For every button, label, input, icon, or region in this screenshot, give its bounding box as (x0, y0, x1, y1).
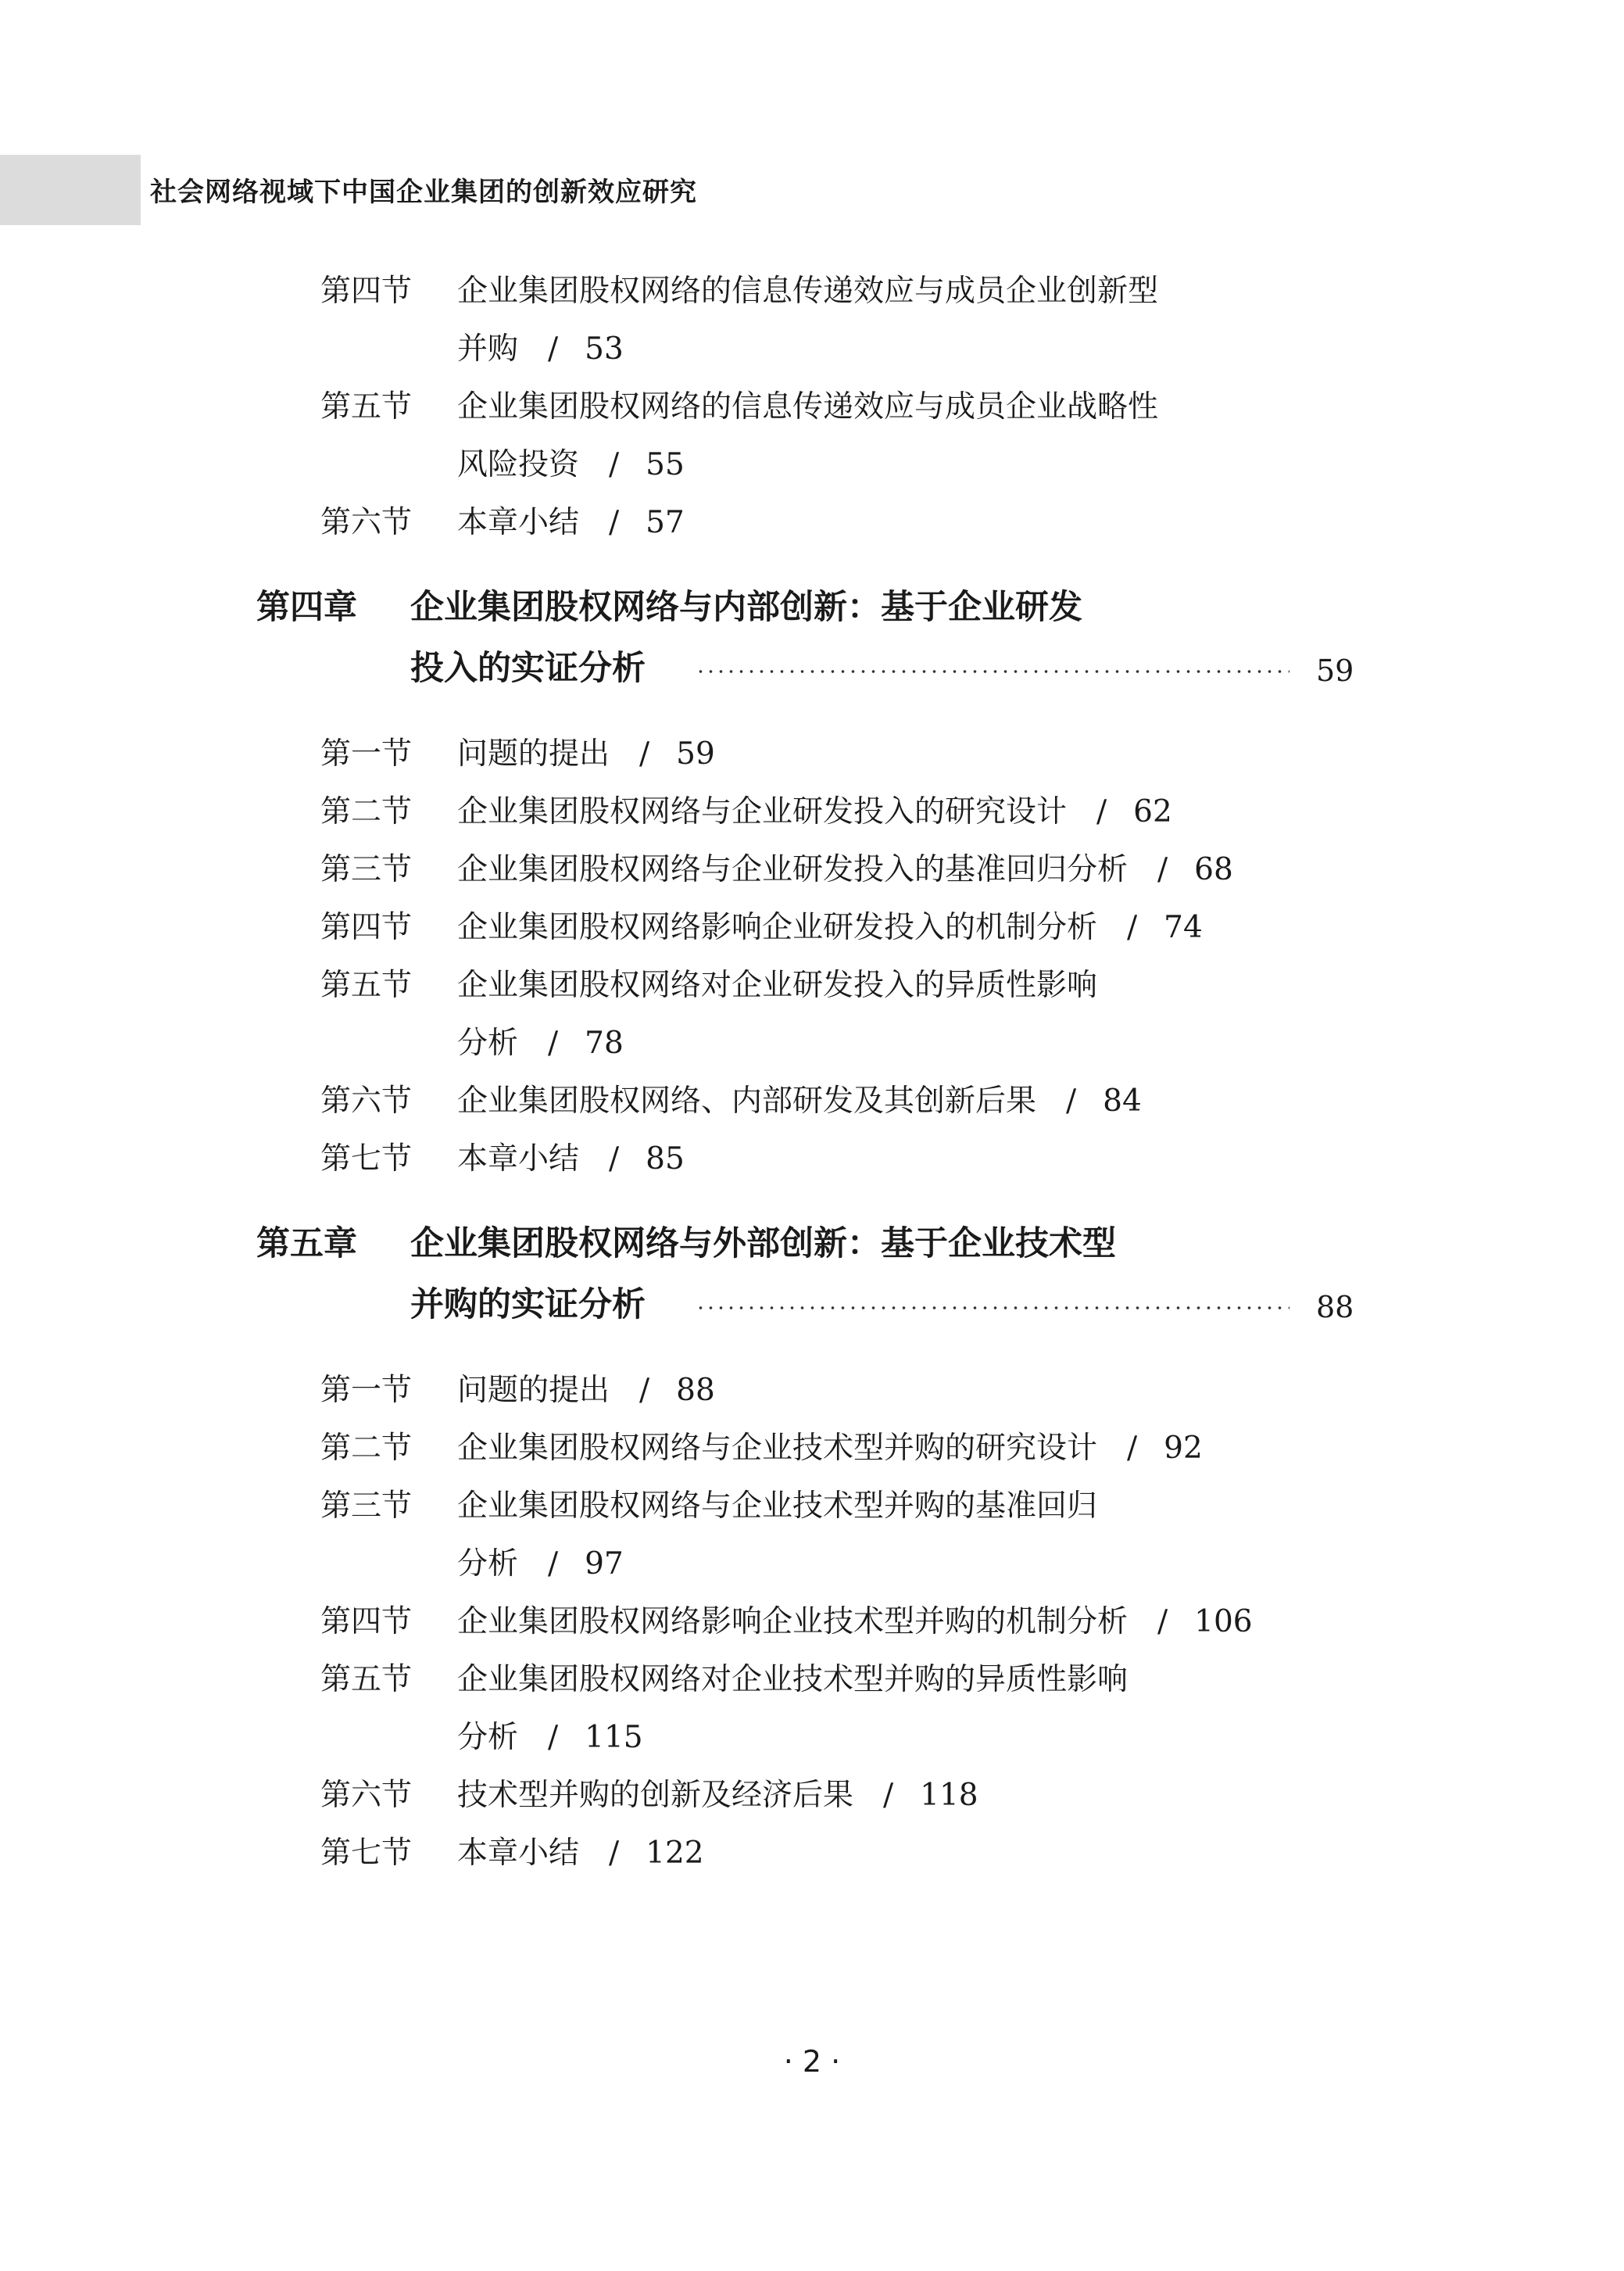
page-separator: / (1127, 910, 1138, 945)
header-band (0, 155, 141, 225)
toc-entry[interactable] (320, 1651, 1128, 1767)
section-title: 企业集团股权网络与企业研发投入的研究设计 (457, 794, 1068, 829)
page-number: 84 (1103, 1084, 1142, 1119)
chapter-page-number: 59 (1316, 654, 1354, 688)
page-separator: / (883, 1778, 894, 1813)
section-title: 企业集团股权网络与企业技术型并购的研究设计 (457, 1431, 1098, 1466)
page-separator: / (1157, 1604, 1168, 1639)
page-separator: / (609, 505, 620, 540)
page-separator: / (548, 1720, 559, 1755)
toc-entry[interactable] (320, 725, 715, 783)
section-label: 第四节 (320, 274, 413, 309)
page-separator: / (548, 1546, 559, 1581)
section-label: 第三节 (320, 1488, 413, 1524)
page-number: 74 (1164, 910, 1203, 945)
page-number: 59 (676, 736, 715, 772)
chapter-heading[interactable] (256, 1213, 1116, 1274)
section-label: 第六节 (320, 1084, 413, 1119)
toc-entry[interactable] (320, 378, 1158, 494)
page-number: 122 (646, 1836, 704, 1871)
toc-entry[interactable] (320, 1130, 685, 1188)
page-number: 53 (585, 331, 624, 367)
toc-entry[interactable] (320, 1478, 1097, 1593)
page-separator: / (609, 1836, 620, 1871)
page-folio: · 2 · (783, 2044, 841, 2079)
page-number: 92 (1164, 1431, 1203, 1466)
chapter-title: 企业集团股权网络与内部创新：基于企业研发 (410, 588, 1082, 627)
page-separator: / (1096, 794, 1107, 829)
section-label: 第六节 (320, 505, 413, 540)
section-title-cont: 分析 (457, 1720, 519, 1755)
running-head: 社会网络视域下中国企业集团的创新效应研究 (150, 177, 697, 208)
dot-leader (696, 669, 1290, 674)
section-title: 技术型并购的创新及经济后果 (457, 1778, 854, 1813)
section-label: 第一节 (320, 736, 413, 772)
section-title-cont: 并购 (457, 331, 519, 367)
page-separator: / (639, 1373, 650, 1408)
page-number: 55 (646, 447, 685, 482)
chapter-page-number: 88 (1316, 1290, 1354, 1324)
section-title: 企业集团股权网络影响企业研发投入的机制分析 (457, 910, 1098, 945)
section-title-cont: 风险投资 (457, 447, 580, 482)
toc-entry[interactable] (320, 1073, 1142, 1130)
toc-entry[interactable] (320, 1767, 978, 1825)
page-separator: / (1066, 1084, 1077, 1119)
page-separator: / (1157, 852, 1168, 887)
section-title-cont: 分析 (457, 1546, 519, 1581)
toc-entry[interactable] (320, 899, 1203, 957)
page-separator: / (639, 736, 650, 772)
toc-entry[interactable] (320, 494, 685, 552)
section-title: 企业集团股权网络影响企业技术型并购的机制分析 (457, 1604, 1129, 1639)
toc-entry[interactable] (320, 1362, 715, 1420)
toc-entry[interactable] (320, 783, 1172, 841)
section-title: 问题的提出 (457, 736, 610, 772)
toc-entry[interactable] (320, 263, 1158, 378)
chapter-title: 企业集团股权网络与外部创新：基于企业技术型 (410, 1224, 1116, 1263)
page-number: 57 (646, 505, 685, 540)
page-separator: / (609, 447, 620, 482)
section-label: 第五节 (320, 1662, 413, 1697)
section-title-cont: 分析 (457, 1026, 519, 1061)
toc-entry[interactable] (320, 1420, 1203, 1478)
page-number: 85 (646, 1141, 685, 1177)
chapter-label: 第四章 (256, 588, 357, 627)
section-label: 第三节 (320, 852, 413, 887)
page-number: 78 (585, 1026, 624, 1061)
section-title: 本章小结 (457, 1836, 580, 1871)
page-number: 68 (1194, 852, 1233, 887)
page-number: 115 (585, 1720, 643, 1755)
section-label: 第七节 (320, 1141, 413, 1177)
section-title: 企业集团股权网络对企业技术型并购的异质性影响 (457, 1662, 1129, 1697)
toc-entry[interactable] (320, 957, 1097, 1073)
section-title: 问题的提出 (457, 1373, 610, 1408)
section-title: 企业集团股权网络、内部研发及其创新后果 (457, 1084, 1037, 1119)
chapter-title-cont: 投入的实证分析 (410, 649, 646, 688)
chapter-heading[interactable] (256, 577, 1082, 638)
section-title: 企业集团股权网络与企业技术型并购的基准回归 (457, 1488, 1098, 1524)
section-label: 第六节 (320, 1778, 413, 1813)
section-label: 第五节 (320, 389, 413, 424)
page-separator: / (548, 331, 559, 367)
page-number: 118 (920, 1778, 978, 1813)
page-number: 106 (1194, 1604, 1253, 1639)
dot-leader (696, 1306, 1290, 1310)
page-number: 88 (676, 1373, 715, 1408)
page-separator: / (548, 1026, 559, 1061)
section-label: 第四节 (320, 1604, 413, 1639)
page-separator: / (609, 1141, 620, 1177)
section-label: 第二节 (320, 794, 413, 829)
section-title: 本章小结 (457, 1141, 580, 1177)
section-label: 第五节 (320, 968, 413, 1003)
toc-entry[interactable] (320, 1593, 1253, 1651)
section-title: 企业集团股权网络的信息传递效应与成员企业战略性 (457, 389, 1159, 424)
section-title: 企业集团股权网络对企业研发投入的异质性影响 (457, 968, 1098, 1003)
section-label: 第二节 (320, 1431, 413, 1466)
page-number: 97 (585, 1546, 624, 1581)
section-title: 本章小结 (457, 505, 580, 540)
chapter-title-cont: 并购的实证分析 (410, 1285, 646, 1324)
section-label: 第七节 (320, 1836, 413, 1871)
page-number: 62 (1133, 794, 1172, 829)
page-separator: / (1127, 1431, 1138, 1466)
section-label: 第四节 (320, 910, 413, 945)
toc-entry[interactable] (320, 1825, 704, 1882)
section-title: 企业集团股权网络的信息传递效应与成员企业创新型 (457, 274, 1159, 309)
toc-entry[interactable] (320, 841, 1233, 899)
chapter-label: 第五章 (256, 1224, 357, 1263)
section-label: 第一节 (320, 1373, 413, 1408)
section-title: 企业集团股权网络与企业研发投入的基准回归分析 (457, 852, 1129, 887)
